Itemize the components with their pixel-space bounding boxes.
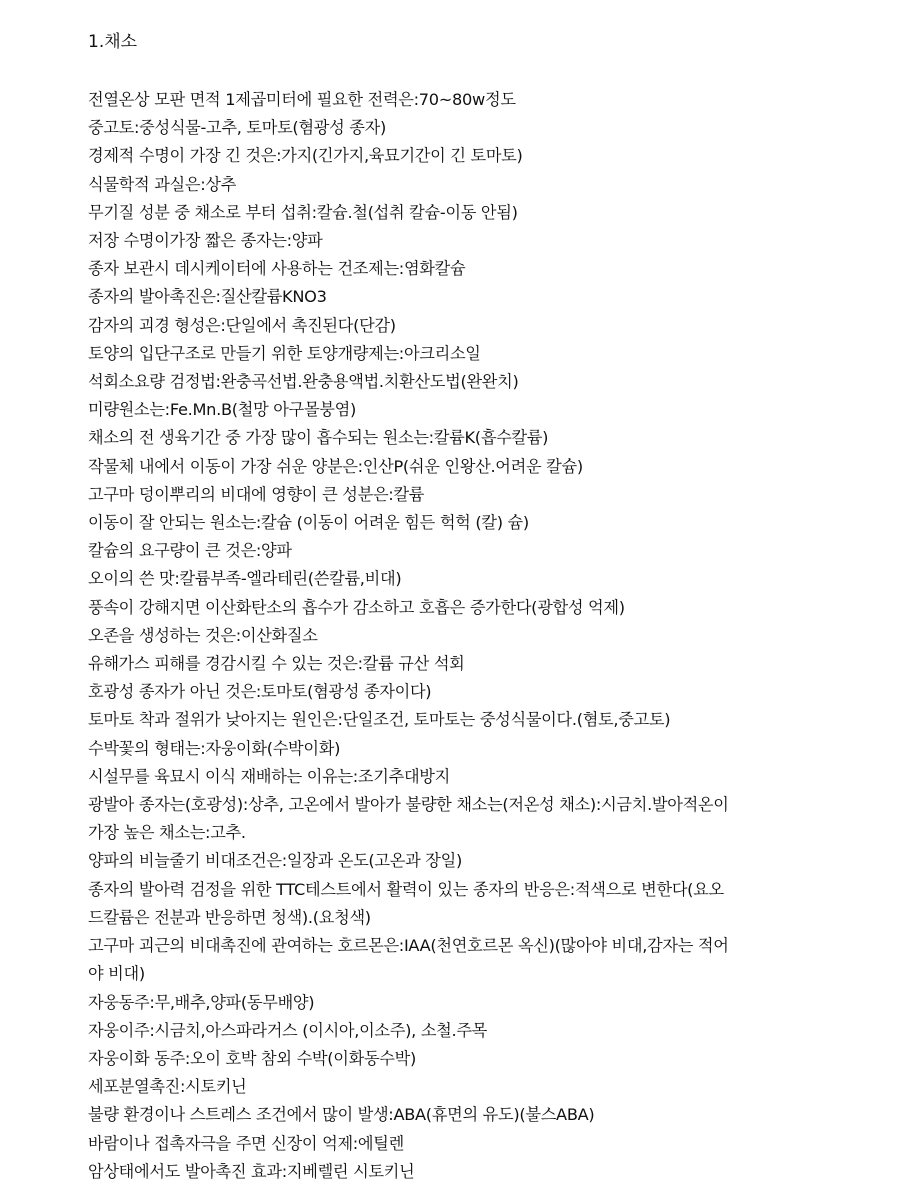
text-line: 고구마 덩이뿌리의 비대에 영향이 큰 성분은:칼륨 [88, 484, 425, 504]
text-line: 오이의 쓴 맛:칼륨부족-엘라테린(쓴칼륨,비대) [88, 569, 402, 589]
text-line: 석회소요량 검정법:완충곡선법.완충용액법.치환산도법(완완치) [88, 372, 519, 392]
text-line: 시설무를 육묘시 이식 재배하는 이유는:조기추대방지 [88, 766, 450, 786]
text-line: 불량 환경이나 스트레스 조건에서 많이 발생:ABA(휴면의 유도)(불스ABA) [88, 1105, 595, 1125]
text-line: 토마토 착과 절위가 낮아지는 원인은:단일조건, 토마토는 중성식물이다.(혐토,중고토) [88, 710, 671, 730]
text-line: 야 비대) [88, 964, 145, 984]
text-line: 호광성 종자가 아닌 것은:토마토(혐광성 종자이다) [88, 682, 432, 702]
text-line: 중고토:중성식물-고추, 토마토(혐광성 종자) [88, 118, 386, 138]
text-line: 종자의 발아력 검정을 위한 TTC테스트에서 활력이 있는 종자의 반응은:적색으로 변한다(요오 [88, 879, 724, 899]
text-line: 오존을 생성하는 것은:이산화질소 [88, 625, 318, 645]
text-line: 채소의 전 생육기간 중 가장 많이 흡수되는 원소는:칼륨K(흡수칼륨) [88, 428, 549, 448]
text-line: 풍속이 강해지면 이산화탄소의 흡수가 감소하고 호흡은 증가한다(광합성 억제) [88, 597, 625, 617]
text-line: 바람이나 접촉자극을 주면 신장이 억제:에틸렌 [88, 1133, 404, 1153]
text-line: 저장 수명이가장 짧은 종자는:양파 [88, 231, 323, 251]
text-line: 세포분열촉진:시토키닌 [88, 1077, 247, 1097]
text-line: 수박꽃의 형태는:자웅이화(수박이화) [88, 738, 341, 758]
text-line: 양파의 비늘줄기 비대조건은:일장과 온도(고온과 장일) [88, 851, 462, 871]
text-line: 전열온상 모판 면적 1제곱미터에 필요한 전력은:70~80w정도 [88, 90, 516, 109]
text-line: 드칼륨은 전분과 반응하면 청색).(요청색) [88, 907, 371, 927]
text-line: 작물체 내에서 이동이 가장 쉬운 양분은:인산P(쉬운 인왕산.어려운 칼슘) [88, 456, 583, 476]
text-line: 가장 높은 채소는:고추. [88, 823, 246, 843]
text-line: 종자 보관시 데시케이터에 사용하는 건조제는:염화칼슘 [88, 259, 466, 279]
text-line: 미량원소는:Fe.Mn.B(철망 아구몰붕염) [88, 400, 356, 420]
text-line: 식물학적 과실은:상추 [88, 174, 237, 194]
section-heading: 1.채소 [88, 32, 138, 52]
text-line: 경제적 수명이 가장 긴 것은:가지(긴가지,육묘기간이 긴 토마토) [88, 146, 523, 166]
text-line: 이동이 잘 안되는 원소는:칼슘 (이동이 어려운 힘든 헉헉 (칼) 슘) [88, 513, 529, 533]
text-line: 유해가스 피해를 경감시킬 수 있는 것은:칼륨 규산 석회 [88, 654, 465, 674]
text-line: 고구마 괴근의 비대촉진에 관여하는 호르몬은:IAA(천연호르몬 옥신)(많아야 비대,감자는 적어 [88, 936, 729, 956]
text-line: 무기질 성분 중 채소로 부터 섭취:칼슘.철(섭취 칼슘-이동 안됨) [88, 202, 518, 222]
text-line: 종자의 발아촉진은:질산칼륨KNO3 [88, 287, 327, 307]
text-line: 자웅이주:시금치,아스파라거스 (이시아,이소주), 소철.주목 [88, 1020, 488, 1040]
text-line: 토양의 입단구조로 만들기 위한 토양개량제는:아크리소일 [88, 343, 481, 363]
blank-line [88, 56, 868, 86]
text-line: 감자의 괴경 형성은:단일에서 촉진된다(단감) [88, 315, 396, 335]
text-line: 암상태에서도 발아촉진 효과:지베렐린 시토키닌 [88, 1161, 415, 1181]
text-line: 칼슘의 요구량이 큰 것은:양파 [88, 541, 292, 561]
text-line: 광발아 종자는(호광성):상추, 고온에서 발아가 불량한 채소는(저온성 채소):시금치.발아적온이 [88, 795, 729, 815]
text-line: 자웅이화 동주:오이 호박 참외 수박(이화동수박) [88, 1048, 416, 1068]
document-body [88, 28, 868, 1186]
text-line: 자웅동주:무,배추,양파(동무배양) [88, 992, 315, 1012]
